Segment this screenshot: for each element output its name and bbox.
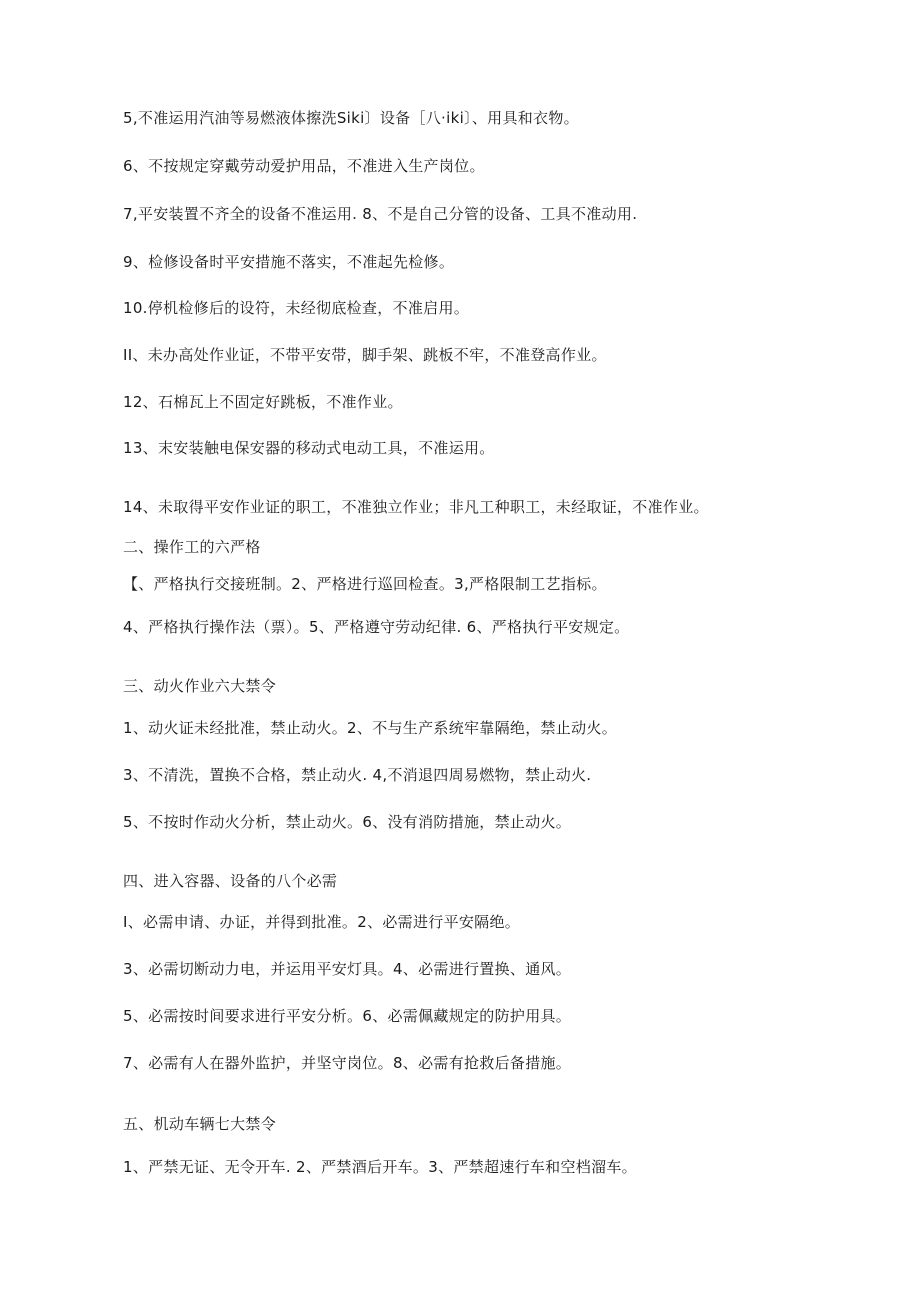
section-heading-4: 四、进入容器、设备的八个必需 — [123, 872, 338, 890]
rule-10: 10.停机检修后的设符，未经彻底检查，不准启用。 — [123, 299, 470, 317]
hot-work-rule-1-2: 1、动火证未经批准，禁止动火。2、不与生产系统牢靠隔绝，禁止动火。 — [123, 719, 617, 737]
rule-5: 5,不准运用汽油等易燃液体擦洗Siki〕设备［八·iki〕、用具和衣物。 — [123, 109, 579, 127]
rule-11: II、未办高处作业证，不带平安带，脚手架、跳板不牢，不准登高作业。 — [123, 346, 607, 364]
operator-rule-1-3: 【、严格执行交接班制。2、严格进行巡回检查。3,严格限制工艺指标。 — [123, 575, 607, 593]
vehicle-rule-1-3: 1、严禁无证、无令开车. 2、严禁酒后开车。3、严禁超速行车和空档溜车。 — [123, 1158, 637, 1176]
vessel-rule-7-8: 7、必需有人在器外监护，并坚守岗位。8、必需有抢救后备措施。 — [123, 1054, 572, 1072]
section-heading-2: 二、操作工的六严格 — [123, 538, 261, 556]
rule-6: 6、不按规定穿戴劳动爱护用品，不准进入生产岗位。 — [123, 157, 485, 175]
vessel-rule-5-6: 5、必需按时间要求进行平安分析。6、必需佩藏规定的防护用具。 — [123, 1007, 572, 1025]
vessel-rule-1-2: I、必需申请、办证，并得到批准。2、必需进行平安隔绝。 — [123, 913, 521, 931]
rule-9: 9、检修设备时平安措施不落实，不准起先检修。 — [123, 253, 455, 271]
section-heading-3: 三、动火作业六大禁令 — [123, 677, 277, 695]
hot-work-rule-3-4: 3、不清洗，置换不合格，禁止动火. 4,不消退四周易燃物，禁止动火. — [123, 766, 592, 784]
rule-13: 13、末安装触电保安器的移动式电动工具，不准运用。 — [123, 439, 495, 457]
rule-12: 12、石棉瓦上不固定好跳板，不准作业。 — [123, 393, 403, 411]
hot-work-rule-5-6: 5、不按时作动火分析，禁止动火。6、没有消防措施，禁止动火。 — [123, 813, 572, 831]
operator-rule-4-6: 4、严格执行操作法（票）。5、严格遵守劳动纪律. 6、严格执行平安规定。 — [123, 618, 630, 636]
rule-7-8: 7,平安装置不齐全的设备不准运用. 8、不是自己分管的设备、工具不准动用. — [123, 205, 638, 223]
rule-14: 14、未取得平安作业证的职工，不准独立作业；非凡工种职工，未经取证，不准作业。 — [123, 498, 709, 516]
section-heading-5: 五、机动车辆七大禁令 — [123, 1115, 277, 1133]
vessel-rule-3-4: 3、必需切断动力电，并运用平安灯具。4、必需进行置换、通风。 — [123, 960, 572, 978]
